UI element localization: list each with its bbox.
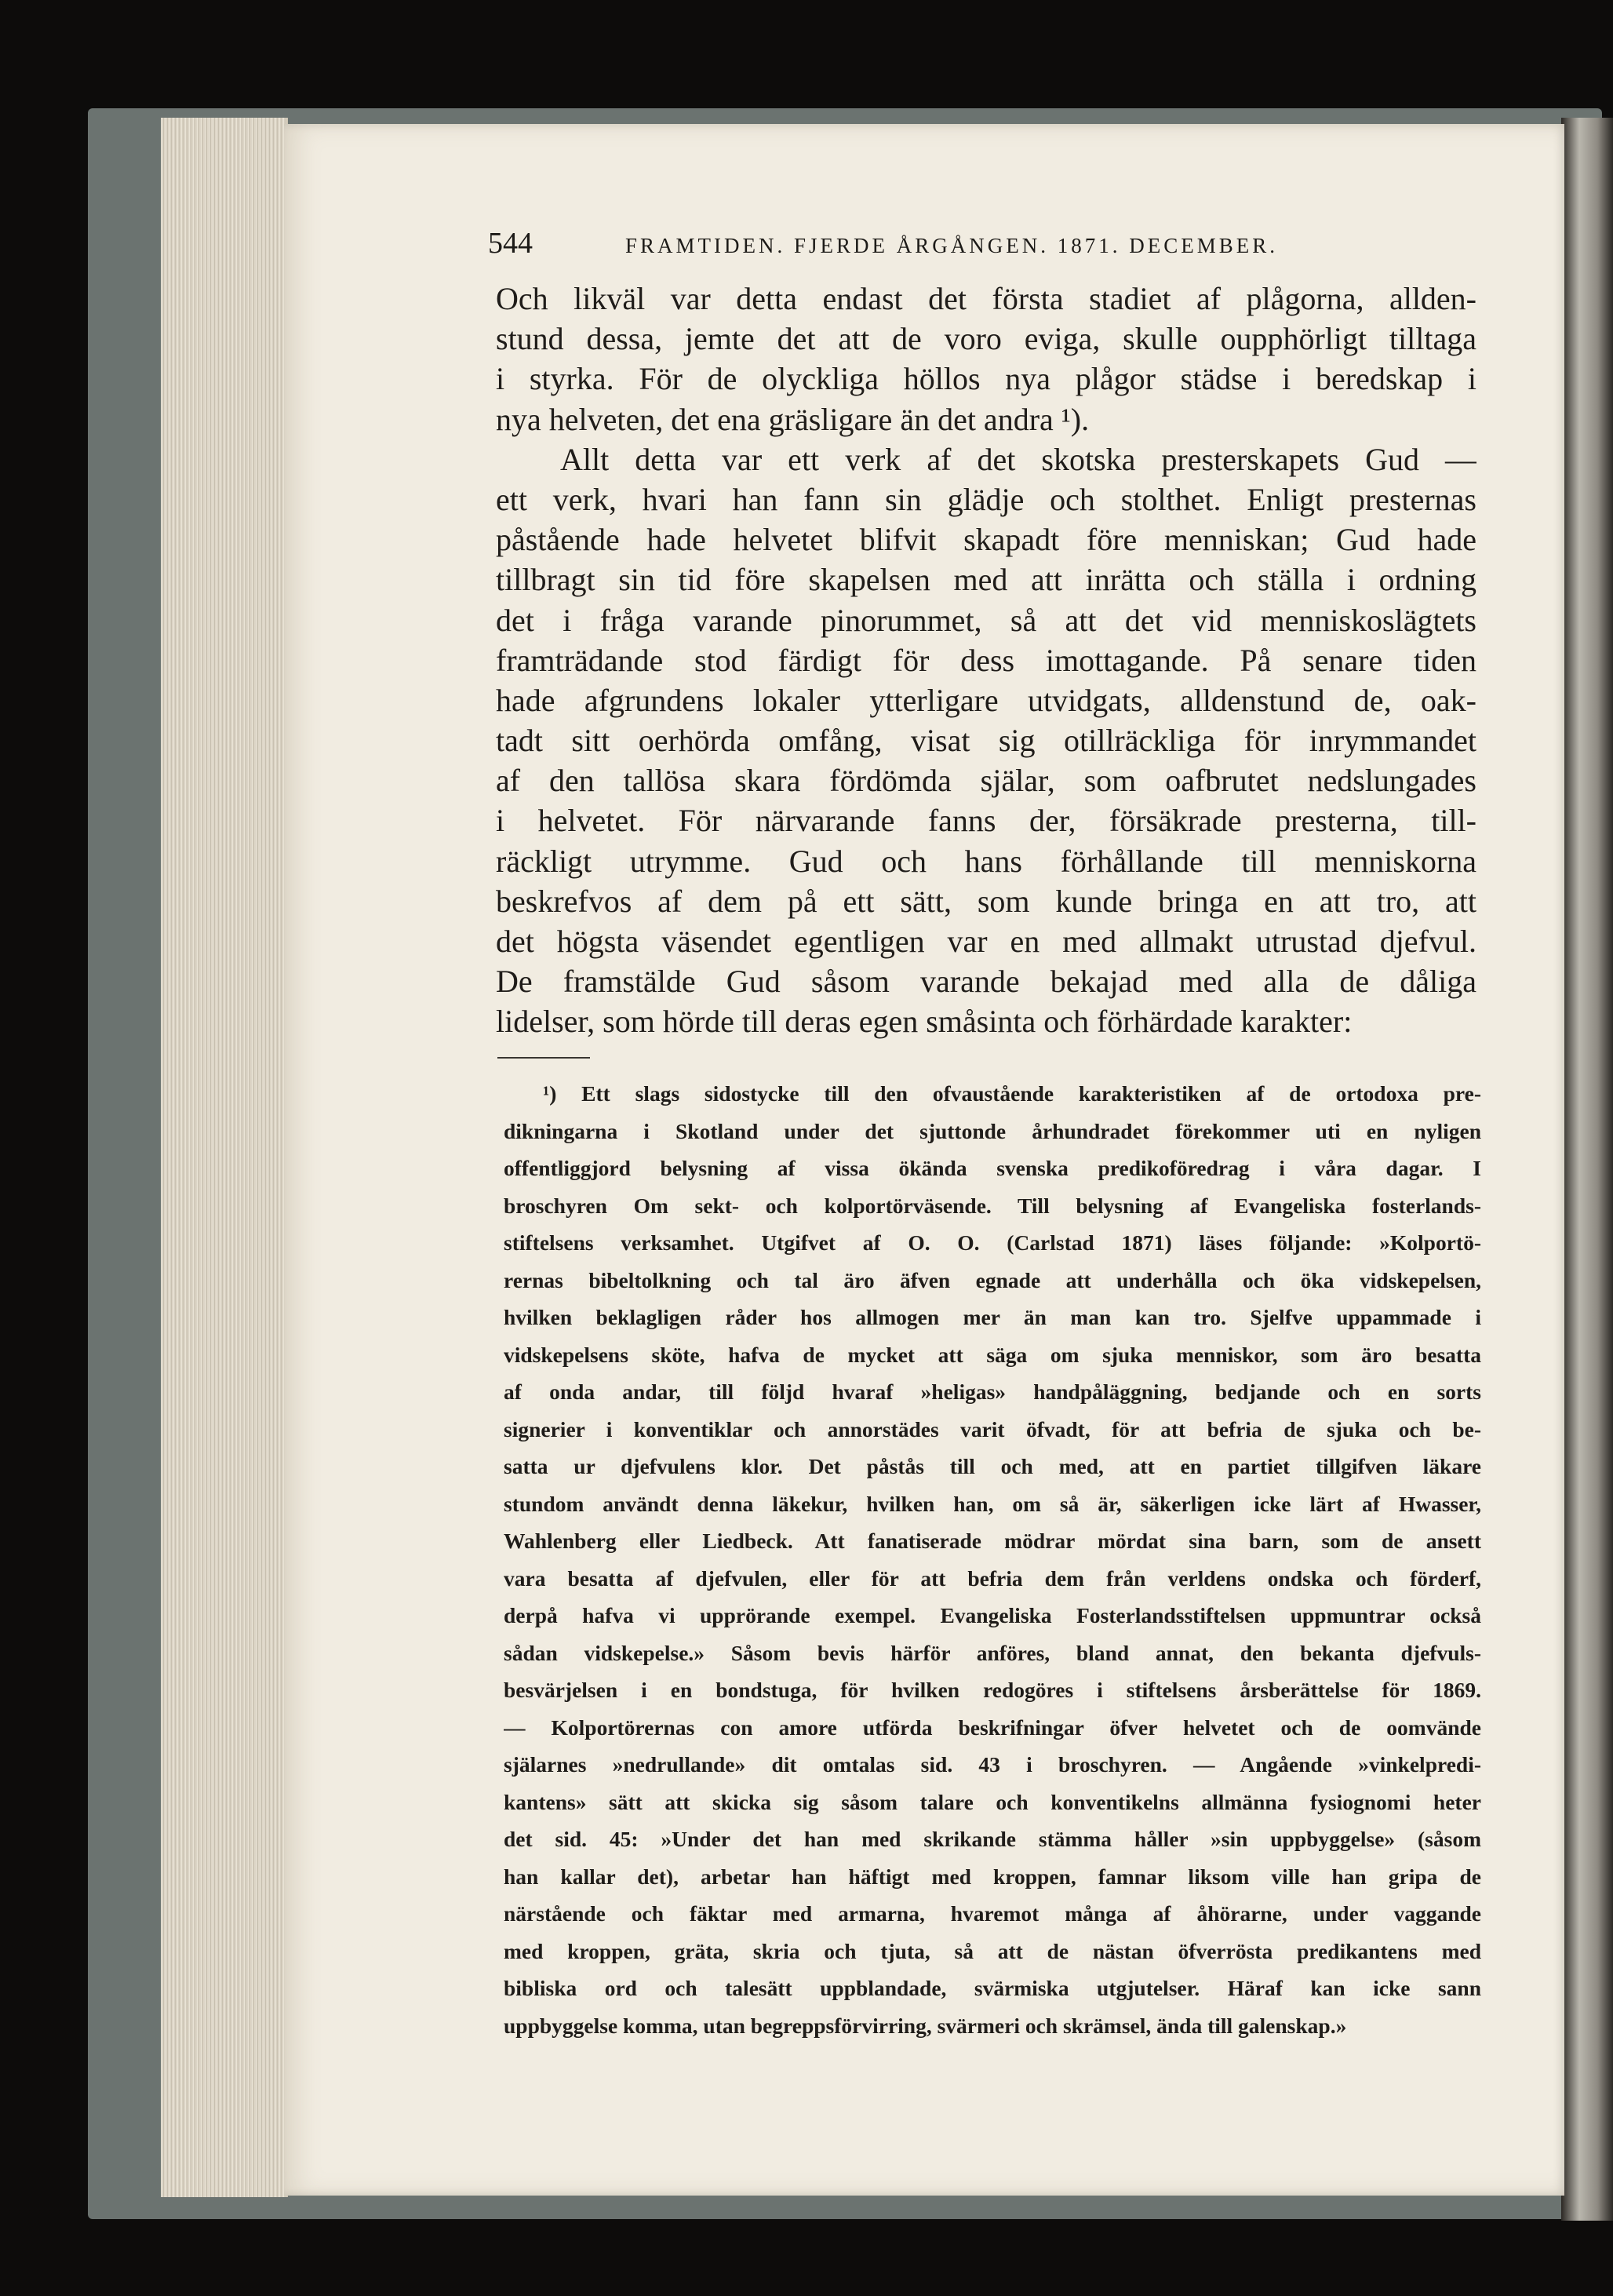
footnote-line: själarnes »nedrullande» dit omtalas sid. 43 i broschyren. — Angående »vinkelpredi- — [504, 1752, 1481, 1777]
footnote-line: besvärjelsen i en bondstuga, för hvilken redogöres i stiftelsens årsberättelse för 1869. — [504, 1678, 1481, 1702]
book-cover-edge — [1561, 118, 1613, 2221]
footnote-line: ¹) Ett slags sidostycke till den ofvaustående karakteristiken af de ortodoxa pre- — [543, 1081, 1481, 1106]
footnote-line: hvilken beklagligen råder hos allmogen mer än man kan tro. Sjelfve uppammade i — [504, 1305, 1481, 1329]
footnote-line: bibliska ord och talesätt uppblandade, svärmiska utgjutelser. Häraf kan icke sann — [504, 1976, 1481, 2000]
body-line: ett verk, hvari han fann sin glädje och stolthet. Enligt presternas — [496, 481, 1476, 517]
body-line: nya helveten, det ena gräsligare än det andra ¹). — [496, 401, 1090, 437]
footnote-line: dikningarna i Skotland under det sjuttonde århundradet förekommer uti en nyligen — [504, 1118, 1481, 1143]
body-line: det i fråga varande pinorummet, så att det vid menniskoslägtets — [496, 602, 1476, 638]
body-text — [496, 279, 1476, 1042]
running-head: FRAMTIDEN. FJERDE ÅRGÅNGEN. 1871. DECEMBER. — [625, 234, 1279, 257]
body-line: beskrefvos af dem på ett sätt, som kunde bringa en att tro, att — [496, 883, 1476, 919]
body-line: Allt detta var ett verk af det skotska presterskapets Gud — — [560, 441, 1476, 477]
footnote-line: med kroppen, gräta, skria och tjuta, så att de nästan öfverrösta predikantens med — [504, 1938, 1481, 1963]
footnote-line: närstående och fäktar med armarna, hvaremot många af åhörarne, under vaggande — [504, 1901, 1481, 1926]
body-line: De framstälde Gud såsom varande bekajad med alla de dåliga — [496, 964, 1476, 1000]
body-line: i styrka. För de olyckliga höllos nya plågor städse i beredskap i — [496, 361, 1476, 397]
body-line: hade afgrundens lokaler ytterligare utvidgats, alldenstund de, oak- — [496, 682, 1476, 718]
footnote-line: stiftelsens verksamhet. Utgifvet af O. O. (Carlstad 1871) läses följande: »Kolportö- — [504, 1230, 1481, 1255]
body-line: af den tallösa skara fördömda själar, som oafbrutet nedslungades — [496, 763, 1476, 799]
body-line: räckligt utrymme. Gud och hans förhållande till menniskorna — [496, 843, 1476, 879]
footnote-line: broschyren Om sekt- och kolportörväsende. Till belysning af Evangeliska fosterlands- — [504, 1193, 1481, 1218]
footnote-line: sådan vidskepelse.» Såsom bevis härför anföres, bland annat, den bekanta djefvuls- — [504, 1640, 1481, 1665]
body-line: tadt sitt oerhörda omfång, visat sig otillräckliga för inrymmandet — [496, 723, 1476, 759]
body-line: Och likväl var detta endast det första stadiet af plågorna, allden- — [496, 281, 1476, 316]
footnote-rule — [497, 1057, 590, 1059]
footnote-line: han kallar det), arbetar han häftigt med kroppen, famnar liksom ville han gripa de — [504, 1864, 1481, 1889]
footnote-line: satta ur djefvulens klor. Det påstås till och med, att en partiet tillgifven läkare — [504, 1454, 1481, 1478]
footnote-line: det sid. 45: »Under det han med skrikande stämma håller »sin uppbyggelse» (såsom — [504, 1827, 1481, 1851]
page-stack-edges — [161, 118, 288, 2197]
footnote-line: offentliggjord belysning af vissa ökända svenska predikoföredrag i våra dagar. I — [504, 1156, 1481, 1180]
footnote-line: Wahlenberg eller Liedbeck. Att fanatiserade mödrar mördat sina barn, som de ansett — [504, 1529, 1481, 1553]
footnote — [504, 1075, 1481, 2044]
footnote-line: stundom användt denna läkekur, hvilken han, om så är, säkerligen icke lärt af Hwasser, — [504, 1491, 1481, 1516]
body-line: påstående hade helvetet blifvit skapadt före menniskan; Gud hade — [496, 522, 1476, 558]
footnote-line: rernas bibeltolkning och tal äro äfven egnade att underhålla och öka vidskepelsen, — [504, 1267, 1481, 1292]
footnote-line: — Kolportörernas con amore utförda beskrifningar öfver helvetet och de oomvände — [504, 1715, 1481, 1740]
body-line: tillbragt sin tid före skapelsen med att inrätta och ställa i ordning — [496, 562, 1476, 598]
footnote-line: uppbyggelse komma, utan begreppsförvirring, svärmeri och skrämsel, ända till galenskap.» — [504, 2013, 1347, 2038]
footnote-line: af onda andar, till följd hvaraf »heligas» handpåläggning, bedjande och en sorts — [504, 1379, 1481, 1404]
page-number: 544 — [488, 227, 533, 260]
footnote-line: derpå hafva vi upprörande exempel. Evangeliska Fosterlandsstiftelsen uppmuntrar också — [504, 1603, 1481, 1627]
body-line: framträdande stod färdigt för dess imottagande. På senare tiden — [496, 642, 1476, 678]
footnote-line: vara besatta af djefvulen, eller för att befria dem från verldens ondska och förderf, — [504, 1565, 1481, 1591]
footnote-line: kantens» sätt att skicka sig såsom talare och konventikelns allmänna fysiognomi heter — [504, 1789, 1481, 1814]
body-line: stund dessa, jemte det att de voro eviga, skulle oupphörligt tilltaga — [496, 321, 1476, 357]
body-line: det högsta väsendet egentligen var en med allmakt utrustad djefvul. — [496, 924, 1476, 959]
body-line: i helvetet. För närvarande fanns der, försäkrade presterna, till- — [496, 803, 1476, 839]
body-line: lidelser, som hörde till deras egen småsinta och förhärdade karakter: — [496, 1004, 1353, 1040]
footnote-line: vidskepelsens sköte, hafva de mycket att säga om sjuka menniskor, som äro besatta — [504, 1342, 1481, 1367]
footnote-line: signerier i konventiklar och annorstädes varit öfvadt, för att befria de sjuka och be- — [504, 1416, 1481, 1441]
